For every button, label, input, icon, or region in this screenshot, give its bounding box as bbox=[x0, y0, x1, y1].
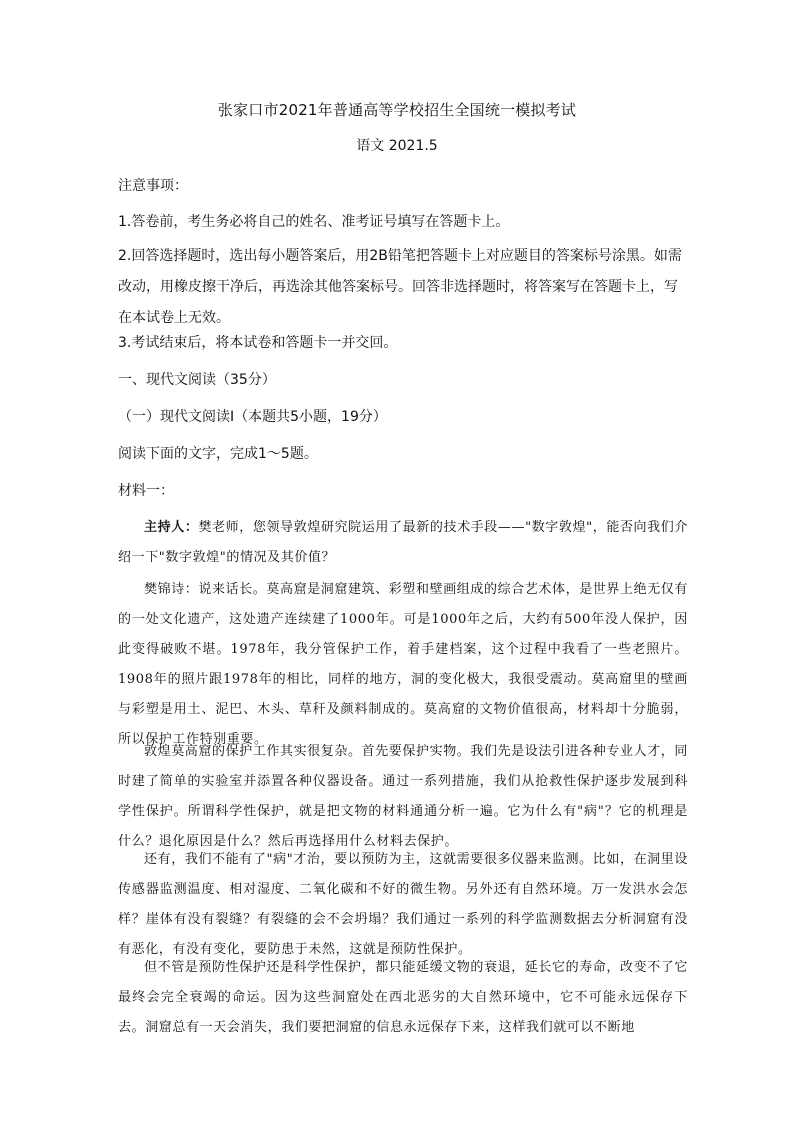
exam-subtitle: 语文 2021.5 bbox=[356, 138, 438, 154]
material-label: 材料一： bbox=[118, 483, 174, 499]
notice-heading: 注意事项： bbox=[118, 178, 188, 194]
notice-item-1: 1.答卷前，考生务必将自己的姓名、准考证号填写在答题卡上。 bbox=[118, 214, 510, 230]
paragraph-protection: 敦煌莫高窟的保护工作其实很复杂。首先要保护实物。我们先是设法引进各种专业人才，同时建了简单的实验室并添置各种仪器设备。通过一系列措施，我们从抢救性保护逐步发展到科学性保护。所谓科学性保护，就是把文物的材料通通分析一遍。它为什么有"病"？它的机理是什么？退化原因是什么？然后再选择用什么材料去保护。 bbox=[118, 744, 689, 849]
notice-item-3: 3.考试结束后，将本试卷和答题卡一并交回。 bbox=[118, 335, 398, 351]
paragraph-prevention: 还有，我们不能有了"病"才治，要以预防为主，这就需要很多仪器来监测。比如，在洞里设传感器监测温度、相对湿度、二氧化碳和不好的微生物。另外还有自然环境。万一发洪水会怎样？崖体有没有裂缝？有裂缝的会不会坍塌？我们通过一系列的科学监测数据去分析洞窟有没有恶化，有没有变化，要防患于未然，这就是预防性保护。 bbox=[118, 852, 688, 957]
host-label: 主持人： bbox=[144, 520, 199, 535]
guest-answer bbox=[118, 575, 688, 755]
reading-instruction: 阅读下面的文字，完成1～5题。 bbox=[118, 446, 318, 462]
host-question bbox=[118, 513, 688, 573]
section-heading: 一、现代文阅读（35分） bbox=[118, 372, 276, 388]
paragraph-digital: 但不管是预防性保护还是科学性保护，都只能延缓文物的衰退，延长它的寿命，改变不了它最终会完全衰竭的命运。因为这些洞窟处在西北恶劣的大自然环境中，它不可能永远保存下去。洞窟总有一天会消失，我们要把洞窟的信息永远保存下来，这样我们就可以不断地 bbox=[118, 960, 689, 1035]
exam-title: 张家口市2021年普通高等学校招生全国统一模拟考试 bbox=[217, 101, 577, 119]
section-subheading: （一）现代文阅读Ⅰ（本题共5小题，19分） bbox=[118, 409, 387, 425]
guest-label: 樊锦诗： bbox=[144, 582, 199, 597]
guest-text: 说来话长。莫高窟是洞窟建筑、彩塑和壁画组成的综合艺术体，是世界上绝无仅有的一处文化遗产，这处遗产连续建了1000年。可是1000年之后，大约有500年没人保护，因此变得破败不堪。1978年，我分管保护工作，着手建档案，这个过程中我看了一些老照片。1908年的照片跟1978年的相比，同样的地方，洞的变化极大，我很受震动。莫高窟里的壁画与彩塑是用土、泥巴、木头、草秆及颜料制成的。莫高窟的文物价值很高，材料却十分脆弱，所以保护工作特别重要。 bbox=[118, 582, 689, 747]
host-text: 樊老师，您领导敦煌研究院运用了最新的技术手段——"数字敦煌"，能否向我们介绍一下"数字敦煌"的情况及其价值？ bbox=[118, 520, 688, 565]
notice-item-2: 2.回答选择题时，选出每小题答案后，用2B铅笔把答题卡上对应题目的答案标号涂黑。如需改动，用橡皮擦干净后，再选涂其他答案标号。回答非选择题时，将答案写在答题卡上，写在本试卷上无效。 bbox=[118, 248, 682, 326]
